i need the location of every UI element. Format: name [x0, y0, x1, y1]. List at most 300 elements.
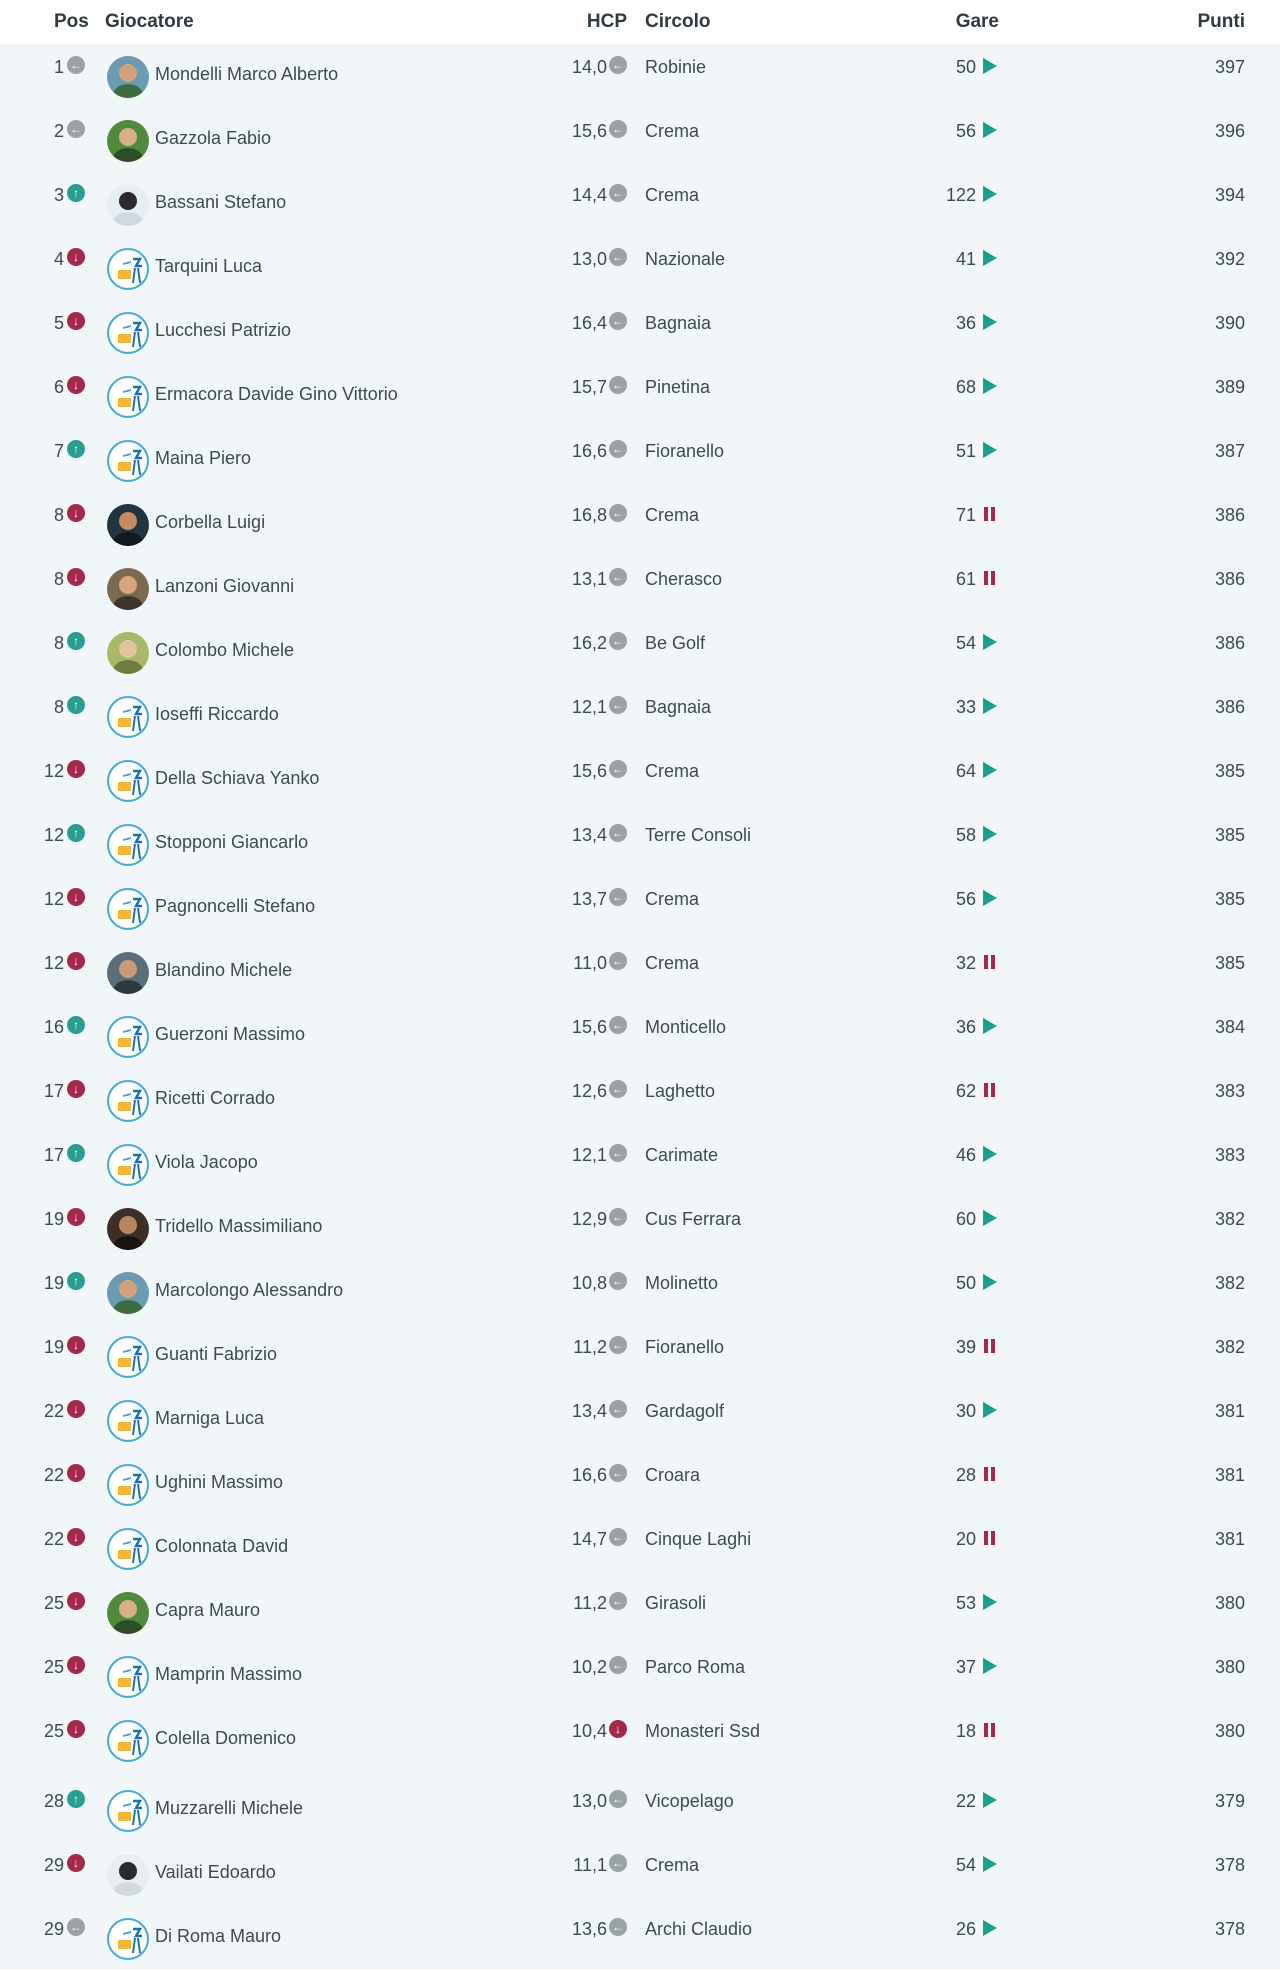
points-value: 381 [1214, 1529, 1245, 1549]
player-avatar[interactable] [107, 56, 149, 98]
club-name: Crema [645, 953, 700, 973]
position-value: 17 [43, 1081, 64, 1101]
federation-logo-avatar[interactable] [107, 312, 149, 354]
club-name: Monticello [645, 1017, 727, 1037]
player-name-link[interactable]: Colonnata David [155, 1536, 289, 1556]
gare-count: 41 [955, 249, 976, 269]
points-value: 382 [1214, 1209, 1245, 1229]
club-name: Gardagolf [645, 1401, 725, 1421]
player-name-link[interactable]: Di Roma Mauro [155, 1926, 282, 1946]
federation-logo-avatar[interactable] [107, 1656, 149, 1698]
position-value: 12 [43, 825, 64, 845]
hcp-trend-same-icon: ← [609, 1656, 627, 1674]
header-hcp[interactable]: HCP [586, 11, 627, 32]
position-value: 8 [53, 505, 64, 525]
gare-count: 61 [955, 569, 976, 589]
rank-trend-down-icon: ↓ [67, 1080, 85, 1098]
position-value: 22 [43, 1401, 64, 1421]
play-icon[interactable] [982, 1919, 998, 1937]
table-row[interactable] [0, 44, 1280, 108]
play-icon[interactable] [982, 1593, 998, 1611]
gare-count: 30 [955, 1401, 976, 1421]
federation-logo-avatar[interactable] [107, 1016, 149, 1058]
hcp-trend-same-icon: ← [609, 120, 627, 138]
hcp-value: 15,7 [571, 377, 607, 397]
rank-trend-down-icon: ↓ [67, 504, 85, 522]
play-icon[interactable] [982, 697, 998, 715]
points-value: 392 [1214, 249, 1245, 269]
federation-logo-avatar[interactable] [107, 376, 149, 418]
federation-logo-avatar[interactable] [107, 1144, 149, 1186]
rank-trend-down-icon: ↓ [67, 952, 85, 970]
federation-logo-avatar[interactable] [107, 888, 149, 930]
table-row[interactable] [0, 1778, 1280, 1842]
position-value: 5 [53, 313, 64, 333]
position-value: 29 [43, 1919, 64, 1939]
rank-trend-up-icon: ↑ [67, 1790, 85, 1808]
hcp-trend-same-icon: ← [609, 1528, 627, 1546]
points-value: 386 [1214, 505, 1245, 525]
rank-trend-down-icon: ↓ [67, 312, 85, 330]
hcp-trend-same-icon: ← [609, 1208, 627, 1226]
rank-trend-down-icon: ↓ [67, 1592, 85, 1610]
player-name-link[interactable]: Viola Jacopo [155, 1152, 258, 1172]
club-name: Bagnaia [645, 697, 712, 717]
player-name-link[interactable]: Ermacora Davide Gino Vittorio [155, 384, 398, 404]
rank-trend-up-icon: ↑ [67, 1144, 85, 1162]
rank-trend-up-icon: ↑ [67, 440, 85, 458]
position-value: 25 [43, 1721, 64, 1741]
table-row[interactable] [0, 1516, 1280, 1580]
player-avatar[interactable] [107, 120, 149, 162]
pause-icon[interactable] [982, 505, 998, 523]
header-club[interactable]: Circolo [645, 11, 711, 32]
hcp-value: 15,6 [571, 121, 607, 141]
club-name: Bagnaia [645, 313, 712, 333]
hcp-value: 16,4 [571, 313, 607, 333]
player-avatar[interactable] [107, 1208, 149, 1250]
player-name-link[interactable]: Vailati Edoardo [155, 1862, 276, 1882]
position-value: 22 [43, 1529, 64, 1549]
rank-trend-down-icon: ↓ [67, 248, 85, 266]
rank-trend-up-icon: ↑ [67, 632, 85, 650]
table-row[interactable] [0, 364, 1280, 428]
hcp-trend-same-icon: ← [609, 1400, 627, 1418]
rank-trend-down-icon: ↓ [67, 1656, 85, 1674]
play-icon[interactable] [982, 1791, 998, 1809]
points-value: 386 [1214, 569, 1245, 589]
pause-icon[interactable] [982, 1465, 998, 1483]
player-name-link[interactable]: Marcolongo Alessandro [155, 1280, 344, 1300]
points-value: 383 [1214, 1081, 1245, 1101]
rank-trend-down-icon: ↓ [67, 1854, 85, 1872]
player-name-link[interactable]: Mamprin Massimo [155, 1664, 303, 1684]
club-name: Cinque Laghi [645, 1529, 752, 1549]
rank-trend-down-icon: ↓ [67, 1464, 85, 1482]
gare-count: 64 [955, 761, 976, 781]
play-icon[interactable] [982, 1017, 998, 1035]
position-value: 17 [43, 1145, 64, 1165]
rank-trend-down-icon: ↓ [67, 568, 85, 586]
player-avatar[interactable] [107, 632, 149, 674]
player-name-link[interactable]: Colella Domenico [155, 1728, 297, 1748]
player-name-link[interactable]: Lucchesi Patrizio [155, 320, 292, 340]
hcp-value: 10,4 [571, 1721, 607, 1741]
player-name-link[interactable]: Stopponi Giancarlo [155, 832, 309, 852]
gare-count: 62 [955, 1081, 976, 1101]
play-icon[interactable] [982, 1657, 998, 1675]
hcp-trend-same-icon: ← [609, 888, 627, 906]
gare-count: 36 [955, 313, 976, 333]
play-icon[interactable] [982, 761, 998, 779]
play-icon[interactable] [982, 1209, 998, 1227]
hcp-trend-same-icon: ← [609, 1854, 627, 1872]
table-row[interactable] [0, 1132, 1280, 1196]
hcp-trend-same-icon: ← [609, 1080, 627, 1098]
position-value: 12 [43, 953, 64, 973]
federation-logo-avatar[interactable] [107, 1720, 149, 1762]
hcp-trend-same-icon: ← [609, 696, 627, 714]
table-row[interactable] [0, 1388, 1280, 1452]
player-name-link[interactable]: Tridello Massimiliano [155, 1216, 323, 1236]
table-row[interactable] [0, 1906, 1280, 1970]
table-body [0, 44, 1280, 1970]
points-value: 389 [1214, 377, 1245, 397]
hcp-value: 13,6 [571, 1919, 607, 1939]
points-value: 394 [1214, 185, 1245, 205]
points-value: 390 [1214, 313, 1245, 333]
hcp-value: 10,2 [571, 1657, 607, 1677]
table-row[interactable] [0, 1580, 1280, 1644]
club-name: Nazionale [645, 249, 726, 269]
table-row[interactable] [0, 1842, 1280, 1906]
table-row[interactable] [0, 1068, 1280, 1132]
player-name-link[interactable]: Ioseffi Riccardo [155, 704, 279, 724]
gare-count: 51 [955, 441, 976, 461]
table-row[interactable] [0, 1004, 1280, 1068]
rank-trend-same-icon: ← [67, 1918, 85, 1936]
pause-icon[interactable] [982, 1529, 998, 1547]
hcp-value: 16,8 [571, 505, 607, 525]
rank-trend-down-icon: ↓ [67, 1336, 85, 1354]
federation-logo-avatar[interactable] [107, 1400, 149, 1442]
position-value: 1 [53, 57, 64, 77]
position-value: 8 [53, 569, 64, 589]
gare-count: 28 [955, 1465, 976, 1485]
club-name: Molinetto [645, 1273, 719, 1293]
points-value: 379 [1214, 1791, 1245, 1811]
gare-count: 53 [955, 1593, 976, 1613]
hcp-trend-same-icon: ← [609, 632, 627, 650]
hcp-trend-same-icon: ← [609, 1592, 627, 1610]
points-value: 382 [1214, 1337, 1245, 1357]
gare-count: 60 [955, 1209, 976, 1229]
gare-count: 58 [955, 825, 976, 845]
club-name: Crema [645, 889, 700, 909]
points-value: 382 [1214, 1273, 1245, 1293]
hcp-trend-same-icon: ← [609, 504, 627, 522]
club-name: Girasoli [645, 1593, 707, 1613]
points-value: 397 [1214, 57, 1245, 77]
hcp-value: 16,6 [571, 441, 607, 461]
hcp-trend-same-icon: ← [609, 1016, 627, 1034]
rank-trend-down-icon: ↓ [67, 760, 85, 778]
pause-icon[interactable] [982, 1721, 998, 1739]
hcp-trend-down-icon: ↓ [609, 1720, 627, 1738]
hcp-trend-same-icon: ← [609, 1144, 627, 1162]
rank-trend-down-icon: ↓ [67, 1400, 85, 1418]
gare-count: 37 [955, 1657, 976, 1677]
hcp-value: 15,6 [571, 1017, 607, 1037]
club-name: Fioranello [645, 1337, 725, 1357]
play-icon[interactable] [982, 313, 998, 331]
points-value: 385 [1214, 825, 1245, 845]
club-name: Robinie [645, 57, 707, 77]
pause-icon[interactable] [982, 953, 998, 971]
play-icon[interactable] [982, 185, 998, 203]
points-value: 385 [1214, 761, 1245, 781]
player-avatar[interactable] [107, 184, 149, 226]
federation-logo-avatar[interactable] [107, 1336, 149, 1378]
federation-logo-avatar[interactable] [107, 1918, 149, 1960]
club-name: Archi Claudio [645, 1919, 753, 1939]
hcp-value: 14,0 [571, 57, 607, 77]
hcp-value: 13,4 [571, 825, 607, 845]
gare-count: 22 [955, 1791, 976, 1811]
position-value: 16 [43, 1017, 64, 1037]
header-punti[interactable]: Punti [1197, 11, 1245, 32]
header-player[interactable]: Giocatore [105, 11, 194, 32]
gare-count: 56 [955, 889, 976, 909]
gare-count: 56 [955, 121, 976, 141]
player-name-link[interactable]: Muzzarelli Michele [155, 1798, 304, 1818]
player-name-link[interactable]: Blandino Michele [155, 960, 293, 980]
rank-trend-up-icon: ↑ [67, 824, 85, 842]
hcp-value: 14,4 [571, 185, 607, 205]
hcp-trend-same-icon: ← [609, 760, 627, 778]
hcp-value: 11,2 [573, 1593, 607, 1613]
hcp-trend-same-icon: ← [609, 824, 627, 842]
player-name-link[interactable]: Capra Mauro [155, 1600, 261, 1620]
points-value: 381 [1214, 1465, 1245, 1485]
player-name-link[interactable]: Ughini Massimo [155, 1472, 284, 1492]
federation-logo-avatar[interactable] [107, 1464, 149, 1506]
player-name-link[interactable]: Pagnoncelli Stefano [155, 896, 316, 916]
play-icon[interactable] [982, 57, 998, 75]
table-row[interactable] [0, 620, 1280, 684]
points-value: 380 [1214, 1721, 1245, 1741]
hcp-value: 13,0 [571, 1791, 607, 1811]
player-avatar[interactable] [107, 1592, 149, 1634]
table-row[interactable] [0, 748, 1280, 812]
gare-count: 20 [955, 1529, 976, 1549]
player-name-link[interactable]: Corbella Luigi [155, 512, 266, 532]
table-row[interactable] [0, 236, 1280, 300]
position-value: 2 [53, 121, 64, 141]
hcp-trend-same-icon: ← [609, 184, 627, 202]
hcp-value: 11,1 [573, 1855, 607, 1875]
gare-count: 26 [955, 1919, 976, 1939]
hcp-trend-same-icon: ← [609, 56, 627, 74]
position-value: 8 [53, 697, 64, 717]
player-name-link[interactable]: Gazzola Fabio [155, 128, 272, 148]
position-value: 4 [53, 249, 64, 269]
gare-count: 32 [955, 953, 976, 973]
player-avatar[interactable] [107, 952, 149, 994]
position-value: 7 [53, 441, 64, 461]
gare-count: 68 [955, 377, 976, 397]
table-row[interactable] [0, 1196, 1280, 1260]
hcp-trend-same-icon: ← [609, 312, 627, 330]
play-icon[interactable] [982, 1145, 998, 1163]
points-value: 386 [1214, 697, 1245, 717]
player-avatar[interactable] [107, 1272, 149, 1314]
player-avatar[interactable] [107, 1854, 149, 1896]
hcp-value: 12,1 [571, 697, 607, 717]
hcp-value: 15,6 [571, 761, 607, 781]
table-row[interactable] [0, 812, 1280, 876]
club-name: Croara [645, 1465, 701, 1485]
points-value: 380 [1214, 1657, 1245, 1677]
club-name: Crema [645, 1855, 700, 1875]
player-name-link[interactable]: Lanzoni Giovanni [155, 576, 295, 596]
player-name-link[interactable]: Tarquini Luca [155, 256, 263, 276]
hcp-value: 12,6 [571, 1081, 607, 1101]
play-icon[interactable] [982, 249, 998, 267]
hcp-value: 11,0 [573, 953, 607, 973]
header-gare[interactable]: Gare [955, 11, 999, 32]
gare-count: 50 [955, 57, 976, 77]
table-row[interactable] [0, 876, 1280, 940]
player-name-link[interactable]: Bassani Stefano [155, 192, 287, 212]
table-row[interactable] [0, 428, 1280, 492]
gare-count: 50 [955, 1273, 976, 1293]
rank-trend-up-icon: ↑ [67, 184, 85, 202]
federation-logo-avatar[interactable] [107, 1528, 149, 1570]
gare-count: 54 [955, 633, 976, 653]
club-name: Cherasco [645, 569, 723, 589]
federation-logo-avatar[interactable] [107, 696, 149, 738]
position-value: 6 [53, 377, 64, 397]
position-value: 25 [43, 1593, 64, 1613]
table-row[interactable] [0, 172, 1280, 236]
hcp-trend-same-icon: ← [609, 1918, 627, 1936]
position-value: 19 [43, 1273, 64, 1293]
play-icon[interactable] [982, 889, 998, 907]
table-row[interactable] [0, 556, 1280, 620]
hcp-value: 16,6 [571, 1465, 607, 1485]
pause-icon[interactable] [982, 1081, 998, 1099]
club-name: Fioranello [645, 441, 725, 461]
rank-trend-up-icon: ↑ [67, 1016, 85, 1034]
table-row[interactable] [0, 1324, 1280, 1388]
table-row[interactable] [0, 492, 1280, 556]
club-name: Be Golf [645, 633, 706, 653]
table-row[interactable] [0, 1708, 1280, 1772]
play-icon[interactable] [982, 633, 998, 651]
player-name-link[interactable]: Mondelli Marco Alberto [155, 64, 339, 84]
gare-count: 36 [955, 1017, 976, 1037]
header-pos[interactable]: Pos [54, 11, 89, 32]
hcp-value: 10,8 [571, 1273, 607, 1293]
pause-icon[interactable] [982, 569, 998, 587]
player-name-link[interactable]: Ricetti Corrado [155, 1088, 276, 1108]
federation-logo-avatar[interactable] [107, 1790, 149, 1832]
rank-trend-up-icon: ↑ [67, 696, 85, 714]
points-value: 378 [1214, 1919, 1245, 1939]
points-value: 385 [1214, 889, 1245, 909]
hcp-trend-same-icon: ← [609, 568, 627, 586]
rank-trend-down-icon: ↓ [67, 376, 85, 394]
gare-count: 18 [955, 1721, 976, 1741]
points-value: 385 [1214, 953, 1245, 973]
club-name: Carimate [645, 1145, 719, 1165]
pause-icon[interactable] [982, 1337, 998, 1355]
rank-trend-same-icon: ← [67, 56, 85, 74]
points-value: 384 [1214, 1017, 1245, 1037]
table-row[interactable] [0, 108, 1280, 172]
gare-count: 46 [955, 1145, 976, 1165]
position-value: 12 [43, 889, 64, 909]
player-name-link[interactable]: Colombo Michele [155, 640, 295, 660]
hcp-value: 13,7 [571, 889, 607, 909]
hcp-trend-same-icon: ← [609, 1336, 627, 1354]
hcp-trend-same-icon: ← [609, 1272, 627, 1290]
points-value: 383 [1214, 1145, 1245, 1165]
table-row[interactable] [0, 1452, 1280, 1516]
federation-logo-avatar[interactable] [107, 440, 149, 482]
play-icon[interactable] [982, 1855, 998, 1873]
table-row[interactable] [0, 684, 1280, 748]
gare-count: 71 [955, 505, 976, 525]
hcp-trend-same-icon: ← [609, 440, 627, 458]
points-value: 386 [1214, 633, 1245, 653]
play-icon[interactable] [982, 825, 998, 843]
table-row[interactable] [0, 300, 1280, 364]
player-avatar[interactable] [107, 504, 149, 546]
position-value: 29 [43, 1855, 64, 1875]
play-icon[interactable] [982, 1401, 998, 1419]
hcp-value: 16,2 [571, 633, 607, 653]
player-avatar[interactable] [107, 568, 149, 610]
table-row[interactable] [0, 1260, 1280, 1324]
table-row[interactable] [0, 940, 1280, 1004]
hcp-value: 11,2 [573, 1337, 607, 1357]
position-value: 19 [43, 1337, 64, 1357]
federation-logo-avatar[interactable] [107, 248, 149, 290]
player-name-link[interactable]: Della Schiava Yanko [155, 768, 320, 788]
play-icon[interactable] [982, 1273, 998, 1291]
federation-logo-avatar[interactable] [107, 1080, 149, 1122]
points-value: 378 [1214, 1855, 1245, 1875]
hcp-trend-same-icon: ← [609, 376, 627, 394]
club-name: Vicopelago [645, 1791, 734, 1811]
player-name-link[interactable]: Marniga Luca [155, 1408, 265, 1428]
player-name-link[interactable]: Maina Piero [155, 448, 252, 468]
club-name: Crema [645, 505, 700, 525]
federation-logo-avatar[interactable] [107, 760, 149, 802]
points-value: 396 [1214, 121, 1245, 141]
play-icon[interactable] [982, 121, 998, 139]
player-name-link[interactable]: Guanti Fabrizio [155, 1344, 278, 1364]
table-row[interactable] [0, 1644, 1280, 1708]
federation-logo-avatar[interactable] [107, 824, 149, 866]
play-icon[interactable] [982, 377, 998, 395]
player-name-link[interactable]: Guerzoni Massimo [155, 1024, 306, 1044]
points-value: 380 [1214, 1593, 1245, 1613]
play-icon[interactable] [982, 441, 998, 459]
hcp-value: 14,7 [571, 1529, 607, 1549]
